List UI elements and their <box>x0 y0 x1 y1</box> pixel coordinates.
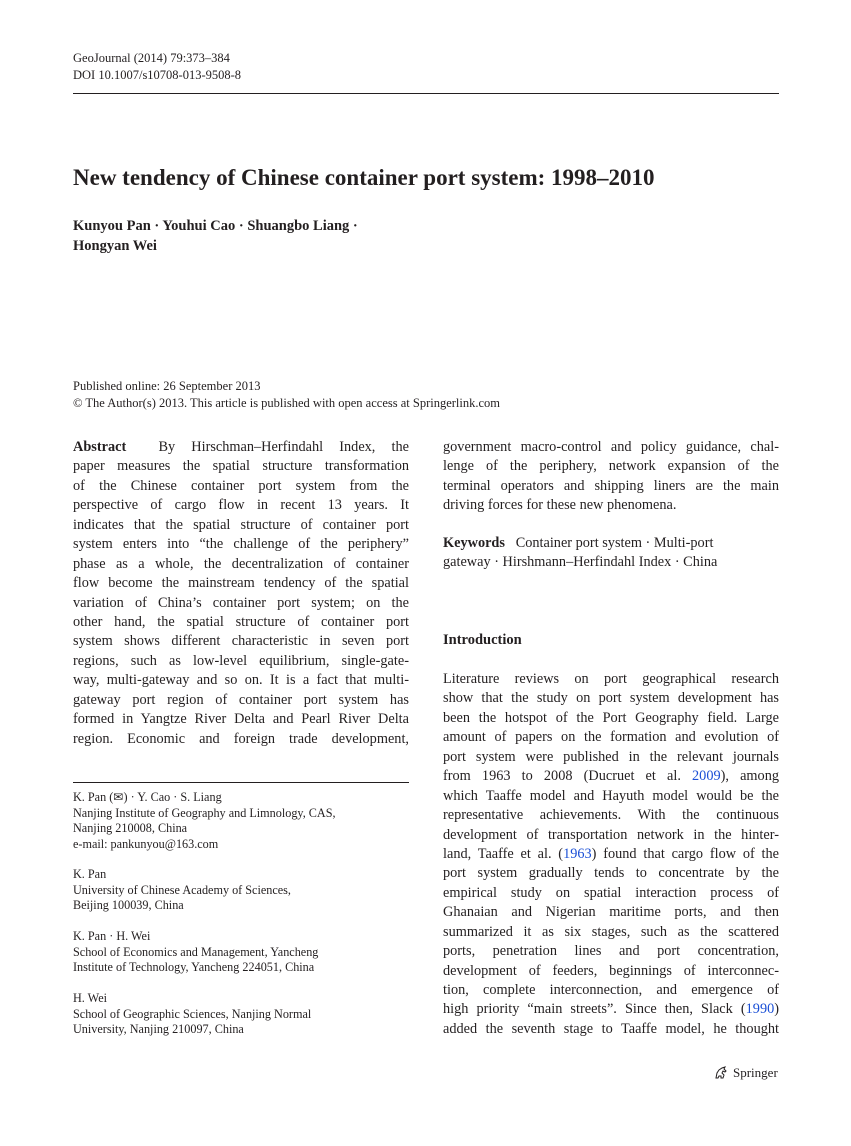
affiliation-authors: H. Wei <box>73 991 107 1005</box>
author-line-2: Hongyan Wei <box>73 238 157 254</box>
intro-line: been the hotspot of the Port Geography field. Large <box>443 709 779 726</box>
footnote-rule <box>73 782 409 783</box>
published-date: Published online: 26 September 2013 <box>73 379 261 393</box>
abstract-line: variation of China’s container port system; on the <box>73 594 409 611</box>
abstract-line: paper measures the spatial structure transformation <box>73 458 409 475</box>
springer-horse-icon <box>713 1065 729 1081</box>
intro-line: summarized it as six stages, such as the scattered <box>443 923 779 940</box>
abstract-line: Abstract By Hirschman–Herfindahl Index, the <box>73 439 409 455</box>
intro-line: show that the study on port system development has <box>443 690 779 707</box>
intro-line: which Taaffe model and Hayuth model would be the <box>443 787 779 804</box>
intro-line: port system were published in the relevant journals <box>443 748 779 765</box>
intro-line: land, Taaffe et al. (1963) found that cargo flow of the <box>443 845 780 862</box>
abstract-line: driving forces for these new phenomena. <box>443 497 677 514</box>
intro-line: port system gradually tends to concentrate by the <box>443 865 779 882</box>
affiliation-email[interactable]: e-mail: pankunyou@163.com <box>73 836 219 851</box>
publisher-name: Springer <box>733 1065 778 1080</box>
affiliation-line: University, Nanjing 210097, China <box>73 1022 244 1037</box>
abstract-line: region. Economic and foreign trade development, <box>73 730 409 747</box>
author-line-1: Kunyou Pan · Youhui Cao · Shuangbo Liang · <box>73 218 358 234</box>
affiliation-line: School of Geographic Sciences, Nanjing Normal <box>73 1006 312 1021</box>
abstract-line: gateway port region of container port system has <box>73 691 409 708</box>
keywords-label: Keywords <box>443 535 505 551</box>
intro-line: high priority “main streets”. Since then, Slack (1990) <box>443 1001 779 1018</box>
keywords-line: gateway · Hirshmann–Herfindahl Index · China <box>443 554 718 571</box>
affiliation-block <box>73 790 409 852</box>
abstract-line: phase as a whole, the decentralization of container <box>73 555 409 572</box>
citation-link-1963[interactable]: 1963 <box>563 845 592 862</box>
abstract-line: other hand, the spatial structure of container port <box>73 613 409 630</box>
publisher-logo <box>713 1065 778 1081</box>
abstract-label: Abstract <box>73 439 127 455</box>
article-title: New tendency of Chinese container port system: 1998–2010 <box>73 165 655 190</box>
abstract-line: system enters into “the challenge of the periphery” <box>73 536 409 553</box>
affiliation-line: Nanjing 210008, China <box>73 821 188 836</box>
keywords <box>443 534 779 573</box>
doi-text: DOI 10.1007/s10708-013-9508-8 <box>73 68 242 82</box>
intro-line: amount of papers on the formation and evolution of <box>443 729 779 746</box>
intro-line: tion, complete interconnection, and emergence of <box>443 982 779 998</box>
affiliation-authors: K. Pan <box>73 867 107 881</box>
abstract-line: regions, such as low-level equilibrium, single-gate- <box>73 652 409 669</box>
affiliation-line: School of Economics and Management, Yancheng <box>73 944 319 959</box>
author-list <box>73 216 433 256</box>
intro-line: Literature reviews on port geographical research <box>443 671 779 687</box>
abstract-line: system shows different characteristic in seven port <box>73 633 409 650</box>
intro-line: from 1963 to 2008 (Ducruet et al. 2009), among <box>443 768 780 785</box>
abstract-line: of the Chinese container port system from the <box>73 477 409 494</box>
abstract-line: lenge of the periphery, network expansion of the <box>443 458 779 475</box>
affiliation-line: Beijing 100039, China <box>73 898 184 913</box>
abstract-line: government macro-control and policy guidance, chal- <box>443 439 779 455</box>
abstract-line: flow become the mainstream tendency of the spatial <box>73 575 409 592</box>
introduction-heading: Introduction <box>443 632 522 648</box>
abstract-line: way, multi-gateway and so on. It is a fact that multi- <box>73 672 409 689</box>
citation-link-2009[interactable]: 2009 <box>692 768 721 785</box>
affiliation-line: University of Chinese Academy of Sciences, <box>73 882 291 897</box>
intro-line: added the seventh stage to Taaffe model, he thought <box>443 1020 779 1037</box>
abstract-line: terminal operators and shipping liners are the main <box>443 477 779 494</box>
affiliation-authors: K. Pan · H. Wei <box>73 929 151 943</box>
abstract <box>73 438 409 749</box>
intro-line: representative achievements. With the continuous <box>443 807 779 824</box>
affiliation-block <box>73 867 409 914</box>
intro-line: ports, penetration lines and port concentration, <box>443 943 779 960</box>
affiliation-authors: K. Pan (✉) · Y. Cao · S. Liang <box>73 790 222 804</box>
abstract-line: formed in Yangtze River Delta and Pearl River Delta <box>73 711 409 728</box>
intro-line: development of feeders, beginnings of interconnec- <box>443 962 779 979</box>
intro-line: Ghanaian and Nigerian maritime ports, and then <box>443 904 779 921</box>
affiliation-block <box>73 991 409 1038</box>
keywords-line: Keywords Container port system · Multi-port <box>443 535 714 551</box>
affiliation-block <box>73 929 409 976</box>
citation-link-1990[interactable]: 1990 <box>745 1001 775 1018</box>
header-rule <box>73 93 779 94</box>
intro-line: empirical study on spatial interaction process of <box>443 884 779 901</box>
abstract-line: indicates that the spatial structure of container port <box>73 516 409 533</box>
journal-citation: GeoJournal (2014) 79:373–384 <box>73 51 230 65</box>
affiliation-line: Nanjing Institute of Geography and Limnology, CAS, <box>73 805 336 820</box>
copyright-notice: © The Author(s) 2013. This article is published with open access at Springerlink.com <box>73 396 501 410</box>
introduction-body <box>443 670 779 1039</box>
abstract-line: perspective of cargo flow in recent 13 years. It <box>73 497 409 514</box>
intro-line: development of transportation network in the hinter- <box>443 826 779 843</box>
affiliation-line: Institute of Technology, Yancheng 224051, China <box>73 960 315 975</box>
abstract-continued <box>443 438 779 516</box>
